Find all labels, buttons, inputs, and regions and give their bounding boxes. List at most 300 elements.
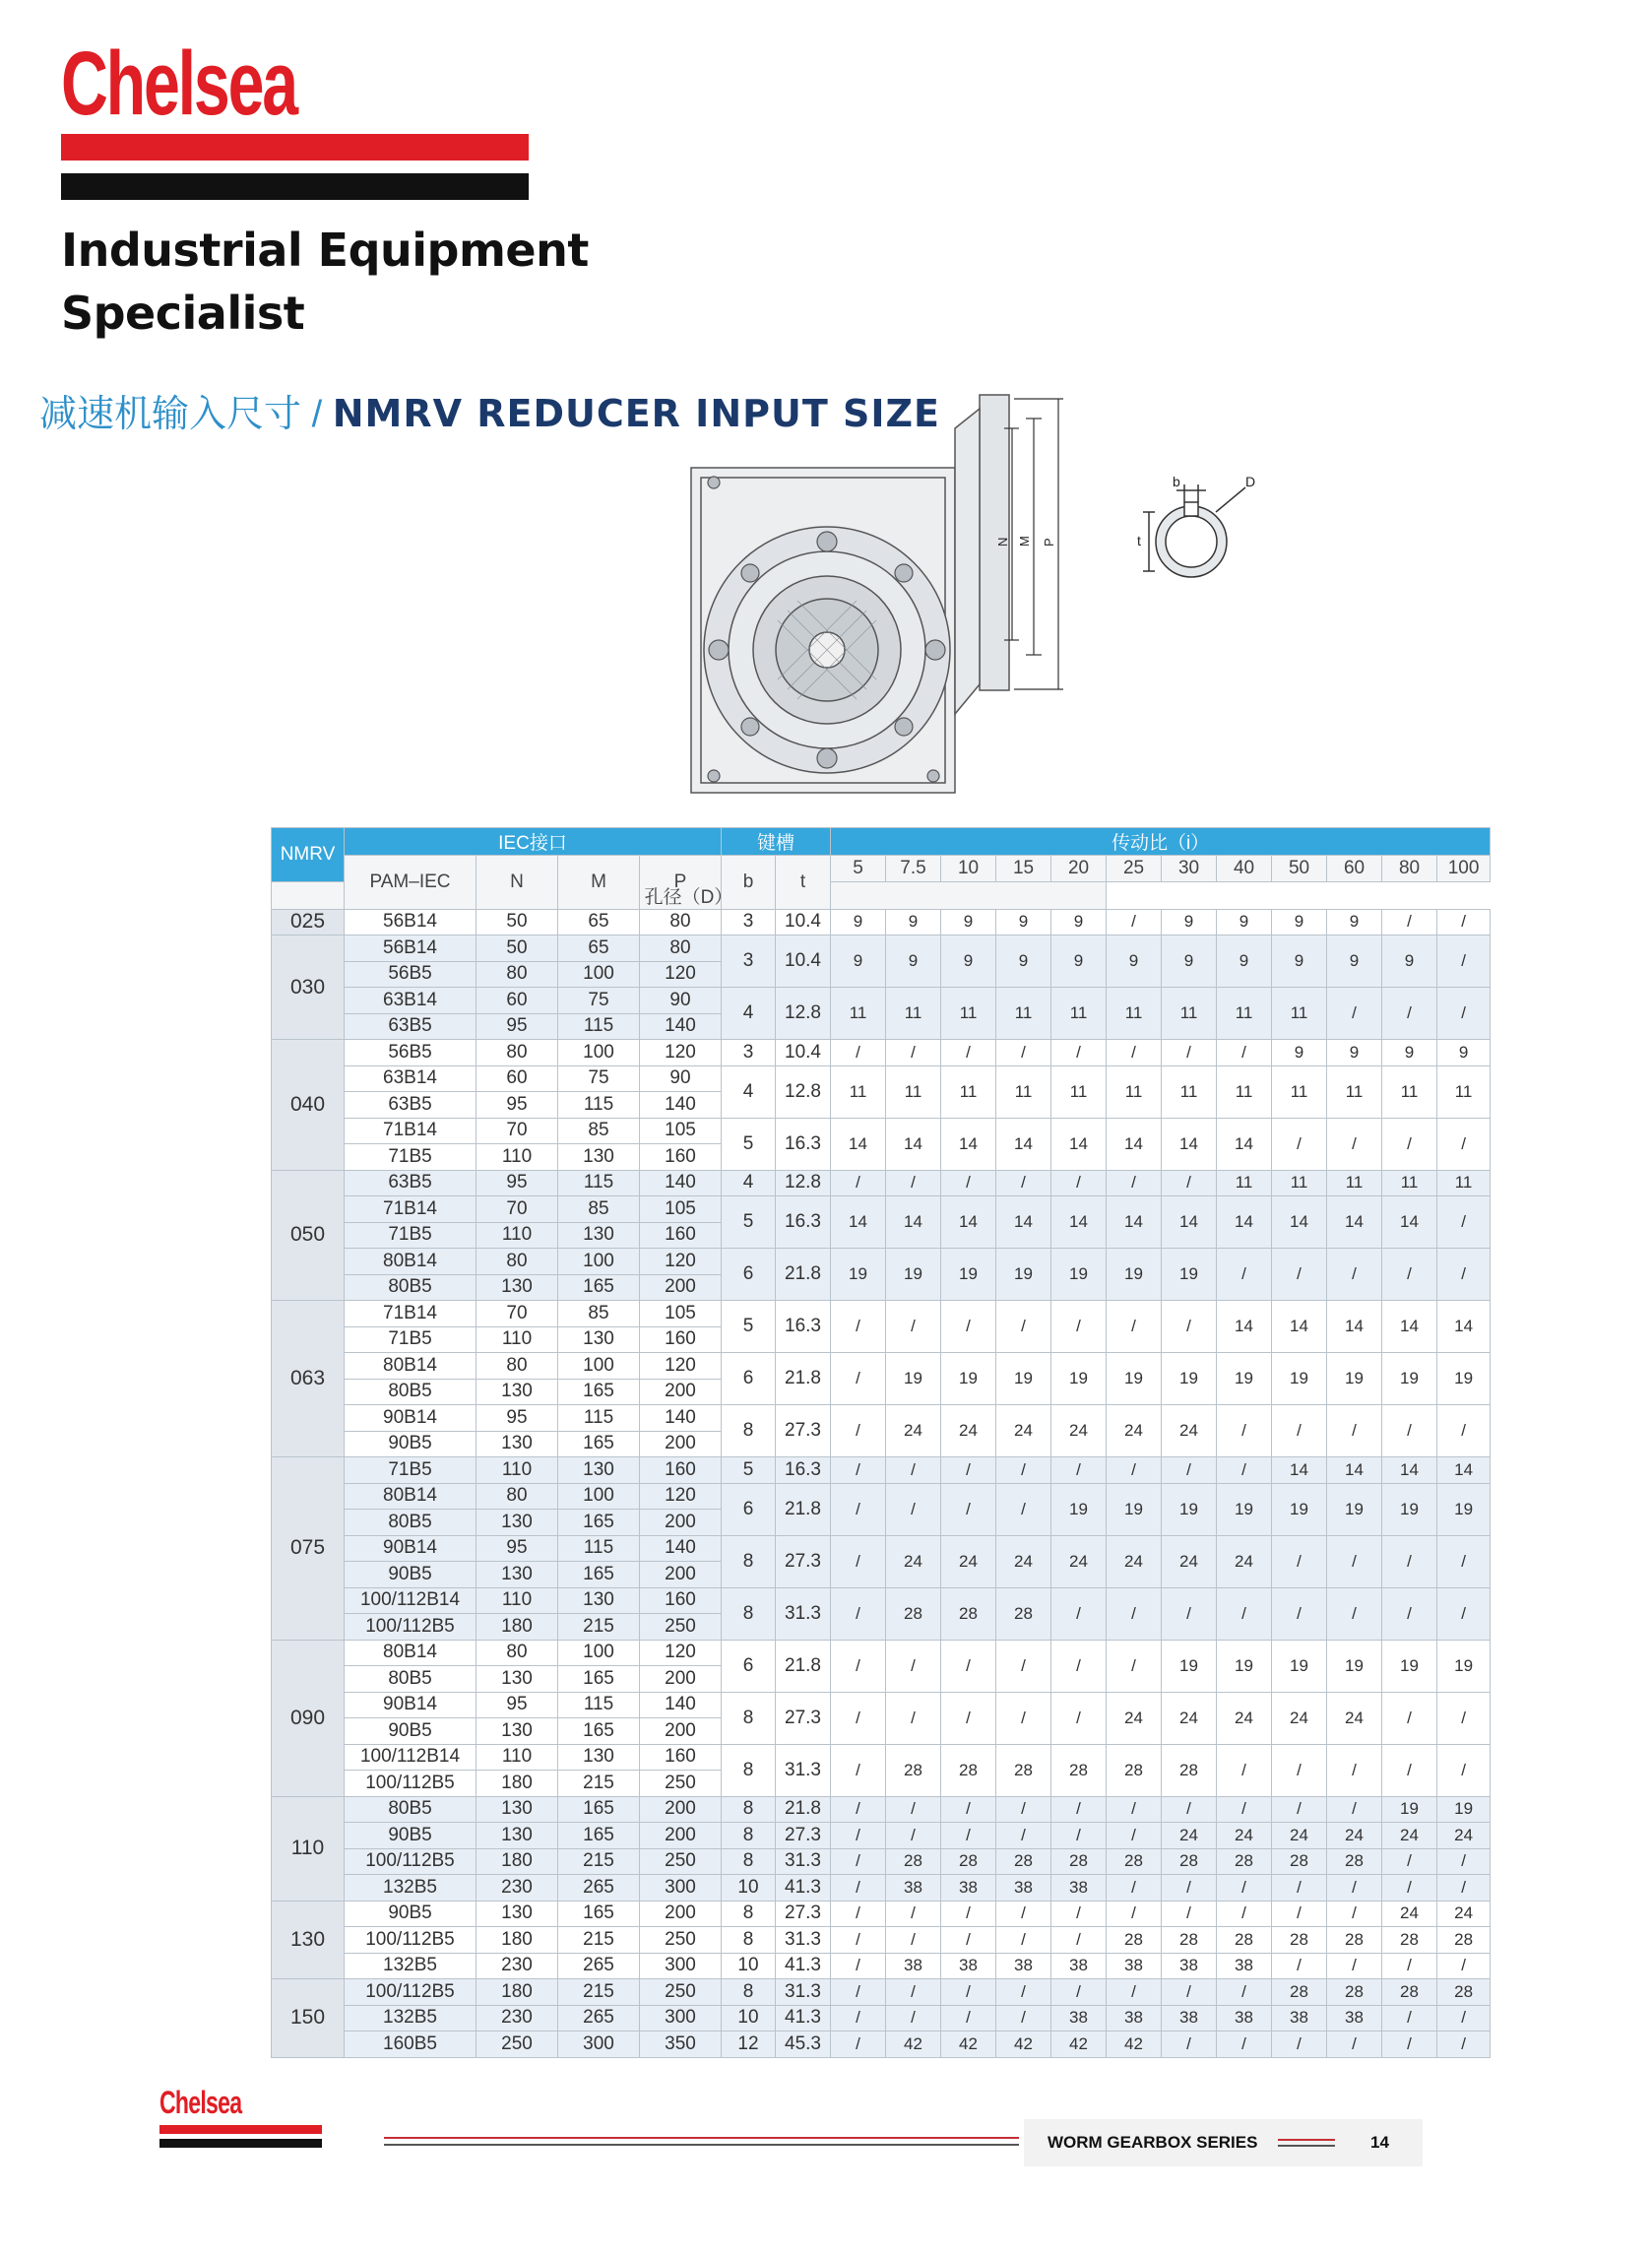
iec-cell: 120 <box>640 1249 722 1275</box>
bore-cell: / <box>1437 1118 1491 1170</box>
bore-cell: / <box>831 1457 886 1484</box>
model-cell: 025 <box>272 909 345 935</box>
bore-cell: / <box>1272 1249 1327 1301</box>
bore-cell: / <box>1107 1170 1162 1196</box>
bore-cell: / <box>1437 1587 1491 1640</box>
bore-cell: / <box>1272 1535 1327 1587</box>
bore-cell: 11 <box>1382 1065 1437 1118</box>
bore-cell: 9 <box>1327 1040 1382 1066</box>
table-row <box>272 1483 1491 1510</box>
iec-cell: 80 <box>477 1040 558 1066</box>
bore-cell: 38 <box>1217 2005 1272 2031</box>
bore-cell: / <box>1437 1535 1491 1587</box>
bore-cell: / <box>831 2005 886 2031</box>
iec-cell: 105 <box>640 1118 722 1144</box>
bore-cell: / <box>1051 1587 1107 1640</box>
header-ratio-0: 5 <box>831 856 886 882</box>
bore-cell: 11 <box>941 988 996 1040</box>
bore-cell: / <box>1162 1040 1217 1066</box>
key-t-cell: 21.8 <box>776 1640 831 1692</box>
bore-cell: / <box>886 2005 941 2031</box>
bore-cell: 14 <box>1162 1196 1217 1249</box>
bore-cell: 14 <box>1382 1301 1437 1353</box>
iec-cell: 130 <box>477 1823 558 1849</box>
bore-cell: 9 <box>1327 909 1382 935</box>
iec-cell: 165 <box>558 1666 640 1693</box>
key-b-cell: 8 <box>722 1405 776 1457</box>
model-cell: 130 <box>272 1901 345 1979</box>
bore-cell: 14 <box>1107 1196 1162 1249</box>
iec-cell: 115 <box>558 1013 640 1040</box>
iec-cell: 180 <box>477 1848 558 1875</box>
bore-cell: / <box>886 1901 941 1927</box>
bore-cell: 14 <box>1217 1118 1272 1170</box>
iec-cell: 63B14 <box>345 988 477 1014</box>
bore-cell: / <box>1217 1744 1272 1796</box>
bore-cell: / <box>1437 909 1491 935</box>
key-b-cell: 8 <box>722 1535 776 1587</box>
bore-cell: 11 <box>1162 1065 1217 1118</box>
iec-cell: 80B5 <box>345 1510 477 1536</box>
bore-cell: / <box>1051 1457 1107 1484</box>
model-cell: 063 <box>272 1301 345 1457</box>
bore-cell: 28 <box>996 1587 1051 1640</box>
header-ratio-group: 传动比（i） <box>831 828 1491 856</box>
iec-cell: 160 <box>640 1587 722 1614</box>
bore-cell: / <box>1272 1118 1327 1170</box>
bore-cell: / <box>1327 1118 1382 1170</box>
key-b-cell: 8 <box>722 1901 776 1927</box>
bore-cell: 28 <box>1217 1927 1272 1954</box>
bore-cell: / <box>1437 1953 1491 1979</box>
bore-cell: / <box>941 1457 996 1484</box>
iec-cell: 265 <box>558 1875 640 1902</box>
bore-cell: 19 <box>996 1353 1051 1405</box>
table-row <box>272 1249 1491 1275</box>
bore-cell: / <box>831 1405 886 1457</box>
bore-cell: 14 <box>1382 1196 1437 1249</box>
iec-cell: 100/112B5 <box>345 1614 477 1641</box>
iec-cell: 63B5 <box>345 1170 477 1196</box>
table-row <box>272 1301 1491 1327</box>
header-col-1: N <box>477 856 558 910</box>
bore-cell: / <box>1107 1301 1162 1353</box>
bore-cell: 11 <box>1382 1170 1437 1196</box>
table-row <box>272 988 1491 1014</box>
iec-cell: 100 <box>558 1483 640 1510</box>
iec-cell: 100/112B5 <box>345 1771 477 1797</box>
bore-cell: / <box>886 1823 941 1849</box>
bore-cell: / <box>1437 1249 1491 1301</box>
bore-cell: / <box>1437 988 1491 1040</box>
bore-cell: / <box>1051 1170 1107 1196</box>
logo-black-bar <box>61 173 529 200</box>
dimension-label-n: N <box>995 537 1010 547</box>
bore-cell: 9 <box>1217 935 1272 988</box>
bore-cell: 38 <box>1107 1953 1162 1979</box>
key-b-cell: 4 <box>722 1065 776 1118</box>
bore-cell: / <box>1162 2031 1217 2058</box>
key-t-cell: 27.3 <box>776 1535 831 1587</box>
header-ratio-5: 25 <box>1107 856 1162 882</box>
bore-cell: 38 <box>996 1953 1051 1979</box>
bore-cell: / <box>941 1901 996 1927</box>
iec-cell: 215 <box>558 1927 640 1954</box>
iec-cell: 215 <box>558 1771 640 1797</box>
key-t-cell: 21.8 <box>776 1796 831 1823</box>
iec-cell: 130 <box>477 1666 558 1693</box>
bore-cell: 19 <box>886 1353 941 1405</box>
bore-cell: / <box>941 1170 996 1196</box>
bore-cell: / <box>831 2031 886 2058</box>
key-t-cell: 27.3 <box>776 1405 831 1457</box>
iec-cell: 200 <box>640 1562 722 1588</box>
dimension-label-p: P <box>1042 538 1056 547</box>
bore-cell: / <box>1382 1953 1437 1979</box>
iec-cell: 165 <box>558 1379 640 1405</box>
bore-cell: / <box>1382 1249 1437 1301</box>
key-b-cell: 10 <box>722 1875 776 1902</box>
bore-cell: 38 <box>886 1953 941 1979</box>
iec-cell: 132B5 <box>345 2005 477 2031</box>
key-t-cell: 31.3 <box>776 1587 831 1640</box>
table-row <box>272 1405 1491 1432</box>
bore-cell: 14 <box>886 1118 941 1170</box>
bore-cell: 11 <box>1051 988 1107 1040</box>
iec-cell: 85 <box>558 1118 640 1144</box>
iec-cell: 100 <box>558 1353 640 1380</box>
iec-cell: 180 <box>477 1979 558 2006</box>
bore-cell: 19 <box>1107 1483 1162 1535</box>
title-separator: / <box>301 394 333 435</box>
bore-cell: 11 <box>1327 1170 1382 1196</box>
bore-cell: / <box>831 1535 886 1587</box>
model-cell: 030 <box>272 935 345 1040</box>
key-b-cell: 8 <box>722 1796 776 1823</box>
bore-cell: / <box>1217 1587 1272 1640</box>
bore-cell: 19 <box>1162 1249 1217 1301</box>
bore-cell: 24 <box>1162 1823 1217 1849</box>
key-t-cell: 21.8 <box>776 1249 831 1301</box>
iec-cell: 56B14 <box>345 935 477 962</box>
iec-cell: 140 <box>640 1692 722 1718</box>
bore-cell: 28 <box>1107 1848 1162 1875</box>
bore-cell: / <box>1162 1979 1217 2006</box>
bore-cell: 28 <box>1051 1848 1107 1875</box>
bore-cell: / <box>886 1692 941 1744</box>
bore-cell: 28 <box>1107 1927 1162 1954</box>
bore-cell: 28 <box>1437 1979 1491 2006</box>
key-t-cell: 12.8 <box>776 1065 831 1118</box>
iec-cell: 100 <box>558 1640 640 1666</box>
bore-cell: 11 <box>941 1065 996 1118</box>
bore-cell: / <box>831 1823 886 1849</box>
model-cell: 110 <box>272 1796 345 1901</box>
iec-cell: 120 <box>640 1353 722 1380</box>
bore-cell: 24 <box>1217 1692 1272 1744</box>
bore-cell: 42 <box>941 2031 996 2058</box>
table-row <box>272 1796 1491 1823</box>
bore-cell: 14 <box>886 1196 941 1249</box>
bore-cell: 24 <box>1162 1535 1217 1587</box>
iec-cell: 140 <box>640 1535 722 1562</box>
model-cell: 040 <box>272 1040 345 1171</box>
table-row <box>272 1065 1491 1092</box>
iec-cell: 300 <box>640 1875 722 1902</box>
iec-cell: 90B5 <box>345 1718 477 1745</box>
iec-cell: 95 <box>477 1170 558 1196</box>
iec-cell: 130 <box>477 1431 558 1457</box>
iec-cell: 120 <box>640 1640 722 1666</box>
bore-cell: 28 <box>886 1587 941 1640</box>
iec-cell: 105 <box>640 1301 722 1327</box>
iec-cell: 85 <box>558 1196 640 1223</box>
iec-cell: 132B5 <box>345 1953 477 1979</box>
bore-cell: 11 <box>1272 988 1327 1040</box>
iec-cell: 85 <box>558 1301 640 1327</box>
iec-cell: 80 <box>640 909 722 935</box>
table-row <box>272 1353 1491 1380</box>
iec-cell: 230 <box>477 1875 558 1902</box>
bore-cell: 19 <box>1382 1640 1437 1692</box>
iec-cell: 95 <box>477 1013 558 1040</box>
bore-cell: / <box>1327 1875 1382 1902</box>
iec-cell: 300 <box>558 2031 640 2058</box>
bore-cell: 19 <box>1437 1640 1491 1692</box>
bore-cell: 11 <box>996 988 1051 1040</box>
iec-cell: 200 <box>640 1379 722 1405</box>
bore-cell: / <box>996 1796 1051 1823</box>
bore-cell: / <box>1382 2031 1437 2058</box>
bore-cell: / <box>1051 1901 1107 1927</box>
bore-cell: 28 <box>1217 1848 1272 1875</box>
iec-cell: 110 <box>477 1144 558 1171</box>
bore-cell: / <box>1382 1587 1437 1640</box>
bore-cell: / <box>1051 1823 1107 1849</box>
iec-cell: 180 <box>477 1927 558 1954</box>
key-t-cell: 27.3 <box>776 1823 831 1849</box>
keyway-label-t: t <box>1137 533 1141 548</box>
bore-cell: 28 <box>1162 1927 1217 1954</box>
bore-cell: / <box>1162 1170 1217 1196</box>
iec-cell: 160 <box>640 1144 722 1171</box>
iec-cell: 60 <box>477 1065 558 1092</box>
header-ratio-8: 50 <box>1272 856 1327 882</box>
iec-cell: 130 <box>558 1457 640 1484</box>
iec-cell: 100/112B5 <box>345 1927 477 1954</box>
iec-cell: 80B5 <box>345 1379 477 1405</box>
bore-cell: 19 <box>941 1353 996 1405</box>
iec-cell: 115 <box>558 1092 640 1119</box>
bore-cell: 19 <box>1437 1796 1491 1823</box>
bore-cell: / <box>996 1170 1051 1196</box>
bore-cell: / <box>1051 1301 1107 1353</box>
brand-logo <box>61 33 532 134</box>
table-row <box>272 1979 1491 2006</box>
bore-cell: 42 <box>1107 2031 1162 2058</box>
bore-cell: / <box>1437 2005 1491 2031</box>
bore-cell: 9 <box>1382 935 1437 988</box>
bore-cell: / <box>1437 1744 1491 1796</box>
title-english: NMRV REDUCER INPUT SIZE <box>332 392 940 435</box>
bore-cell: 38 <box>941 1953 996 1979</box>
key-t-cell: 10.4 <box>776 1040 831 1066</box>
iec-cell: 80 <box>477 961 558 988</box>
bore-cell: / <box>1107 1823 1162 1849</box>
key-t-cell: 16.3 <box>776 1118 831 1170</box>
bore-cell: 11 <box>886 988 941 1040</box>
bore-cell: / <box>1437 1875 1491 1902</box>
key-b-cell: 3 <box>722 1040 776 1066</box>
header-iec-group: IEC接口 <box>345 828 722 856</box>
iec-cell: 165 <box>558 1510 640 1536</box>
iec-cell: 140 <box>640 1405 722 1432</box>
bore-cell: / <box>1217 1405 1272 1457</box>
iec-cell: 95 <box>477 1092 558 1119</box>
header-key-group: 键槽 <box>722 828 831 856</box>
key-b-cell: 8 <box>722 1848 776 1875</box>
table-row <box>272 909 1491 935</box>
bore-cell: / <box>1327 1535 1382 1587</box>
iec-cell: 115 <box>558 1535 640 1562</box>
bore-cell: 14 <box>941 1118 996 1170</box>
bore-cell: / <box>886 1979 941 2006</box>
bore-cell: 24 <box>1272 1823 1327 1849</box>
table-row <box>272 1848 1491 1875</box>
bore-cell: / <box>1107 1979 1162 2006</box>
iec-cell: 63B14 <box>345 1065 477 1092</box>
bore-cell: 24 <box>941 1405 996 1457</box>
iec-cell: 100 <box>558 961 640 988</box>
bore-cell: / <box>996 1979 1051 2006</box>
bore-cell: 9 <box>1162 909 1217 935</box>
iec-cell: 75 <box>558 988 640 1014</box>
table-row <box>272 2031 1491 2058</box>
key-t-cell: 12.8 <box>776 1170 831 1196</box>
bore-cell: / <box>996 1040 1051 1066</box>
bore-cell: / <box>1382 1692 1437 1744</box>
bore-cell: 14 <box>996 1196 1051 1249</box>
bore-cell: 28 <box>886 1848 941 1875</box>
bore-cell: 14 <box>1051 1118 1107 1170</box>
iec-cell: 90B5 <box>345 1823 477 1849</box>
table-row <box>272 1040 1491 1066</box>
iec-cell: 140 <box>640 1092 722 1119</box>
bore-cell: 14 <box>1382 1457 1437 1484</box>
iec-cell: 140 <box>640 1170 722 1196</box>
bore-cell: 24 <box>1051 1535 1107 1587</box>
bore-cell: / <box>1217 1040 1272 1066</box>
bore-cell: 14 <box>831 1196 886 1249</box>
bore-cell: 28 <box>1272 1848 1327 1875</box>
bore-cell: 19 <box>1327 1353 1382 1405</box>
iec-cell: 80 <box>640 935 722 962</box>
iec-cell: 90 <box>640 988 722 1014</box>
bore-cell: / <box>941 1692 996 1744</box>
iec-cell: 160 <box>640 1457 722 1484</box>
key-t-cell: 10.4 <box>776 909 831 935</box>
iec-cell: 160 <box>640 1744 722 1771</box>
key-b-cell: 8 <box>722 1927 776 1954</box>
iec-cell: 70 <box>477 1196 558 1223</box>
bore-cell: 9 <box>886 909 941 935</box>
key-t-cell: 31.3 <box>776 1927 831 1954</box>
model-cell: 090 <box>272 1640 345 1796</box>
bore-cell: 42 <box>1051 2031 1107 2058</box>
bore-cell: 11 <box>996 1065 1051 1118</box>
brand-name: Chelsea <box>61 33 296 134</box>
iec-cell: 130 <box>558 1222 640 1249</box>
bore-cell: / <box>1051 1692 1107 1744</box>
iec-cell: 265 <box>558 2005 640 2031</box>
table-row <box>272 935 1491 962</box>
bore-cell: 19 <box>1382 1353 1437 1405</box>
iec-cell: 165 <box>558 1901 640 1927</box>
iec-cell: 265 <box>558 1953 640 1979</box>
bore-cell: / <box>886 1301 941 1353</box>
key-t-cell: 31.3 <box>776 1848 831 1875</box>
table-row <box>272 1927 1491 1954</box>
bore-cell: 24 <box>1107 1535 1162 1587</box>
key-b-cell: 3 <box>722 909 776 935</box>
bore-cell: 9 <box>996 935 1051 988</box>
iec-cell: 250 <box>640 1927 722 1954</box>
bore-cell: 9 <box>831 909 886 935</box>
iec-cell: 130 <box>558 1744 640 1771</box>
bore-cell: 24 <box>1107 1692 1162 1744</box>
key-b-cell: 8 <box>722 1979 776 2006</box>
bore-cell: 19 <box>1162 1640 1217 1692</box>
bore-cell: 9 <box>1272 935 1327 988</box>
bore-cell: / <box>831 1040 886 1066</box>
key-t-cell: 21.8 <box>776 1353 831 1405</box>
key-t-cell: 16.3 <box>776 1457 831 1484</box>
bore-cell: 28 <box>1162 1744 1217 1796</box>
iec-cell: 230 <box>477 2005 558 2031</box>
keyway-label-d: D <box>1245 474 1256 489</box>
bore-cell: 28 <box>941 1848 996 1875</box>
bore-cell: 19 <box>996 1249 1051 1301</box>
bore-cell: 9 <box>886 935 941 988</box>
bore-cell: / <box>1107 1640 1162 1692</box>
brand-tagline <box>61 219 589 345</box>
iec-cell: 71B5 <box>345 1222 477 1249</box>
header-ratio-7: 40 <box>1217 856 1272 882</box>
header-ratio-10: 80 <box>1382 856 1437 882</box>
iec-cell: 130 <box>477 1901 558 1927</box>
series-label: WORM GEARBOX SERIES <box>1048 2133 1258 2152</box>
bore-cell: 9 <box>1272 1040 1327 1066</box>
bore-cell: / <box>1272 1875 1327 1902</box>
model-cell: 075 <box>272 1457 345 1641</box>
iec-cell: 165 <box>558 1823 640 1849</box>
bore-cell: 38 <box>1107 2005 1162 2031</box>
footer-black-bar <box>159 2139 322 2148</box>
bore-cell: / <box>1382 1405 1437 1457</box>
bore-cell: / <box>941 1640 996 1692</box>
gearbox-drawing <box>679 389 1132 803</box>
iec-cell: 250 <box>640 1614 722 1641</box>
bore-cell: / <box>1217 2031 1272 2058</box>
bore-cell: 24 <box>1162 1405 1217 1457</box>
iec-cell: 71B14 <box>345 1118 477 1144</box>
bore-cell: 11 <box>1437 1065 1491 1118</box>
bore-cell: 9 <box>941 935 996 988</box>
bore-cell: / <box>886 1170 941 1196</box>
iec-cell: 71B5 <box>345 1457 477 1484</box>
iec-cell: 200 <box>640 1666 722 1693</box>
bore-cell: / <box>996 1457 1051 1484</box>
